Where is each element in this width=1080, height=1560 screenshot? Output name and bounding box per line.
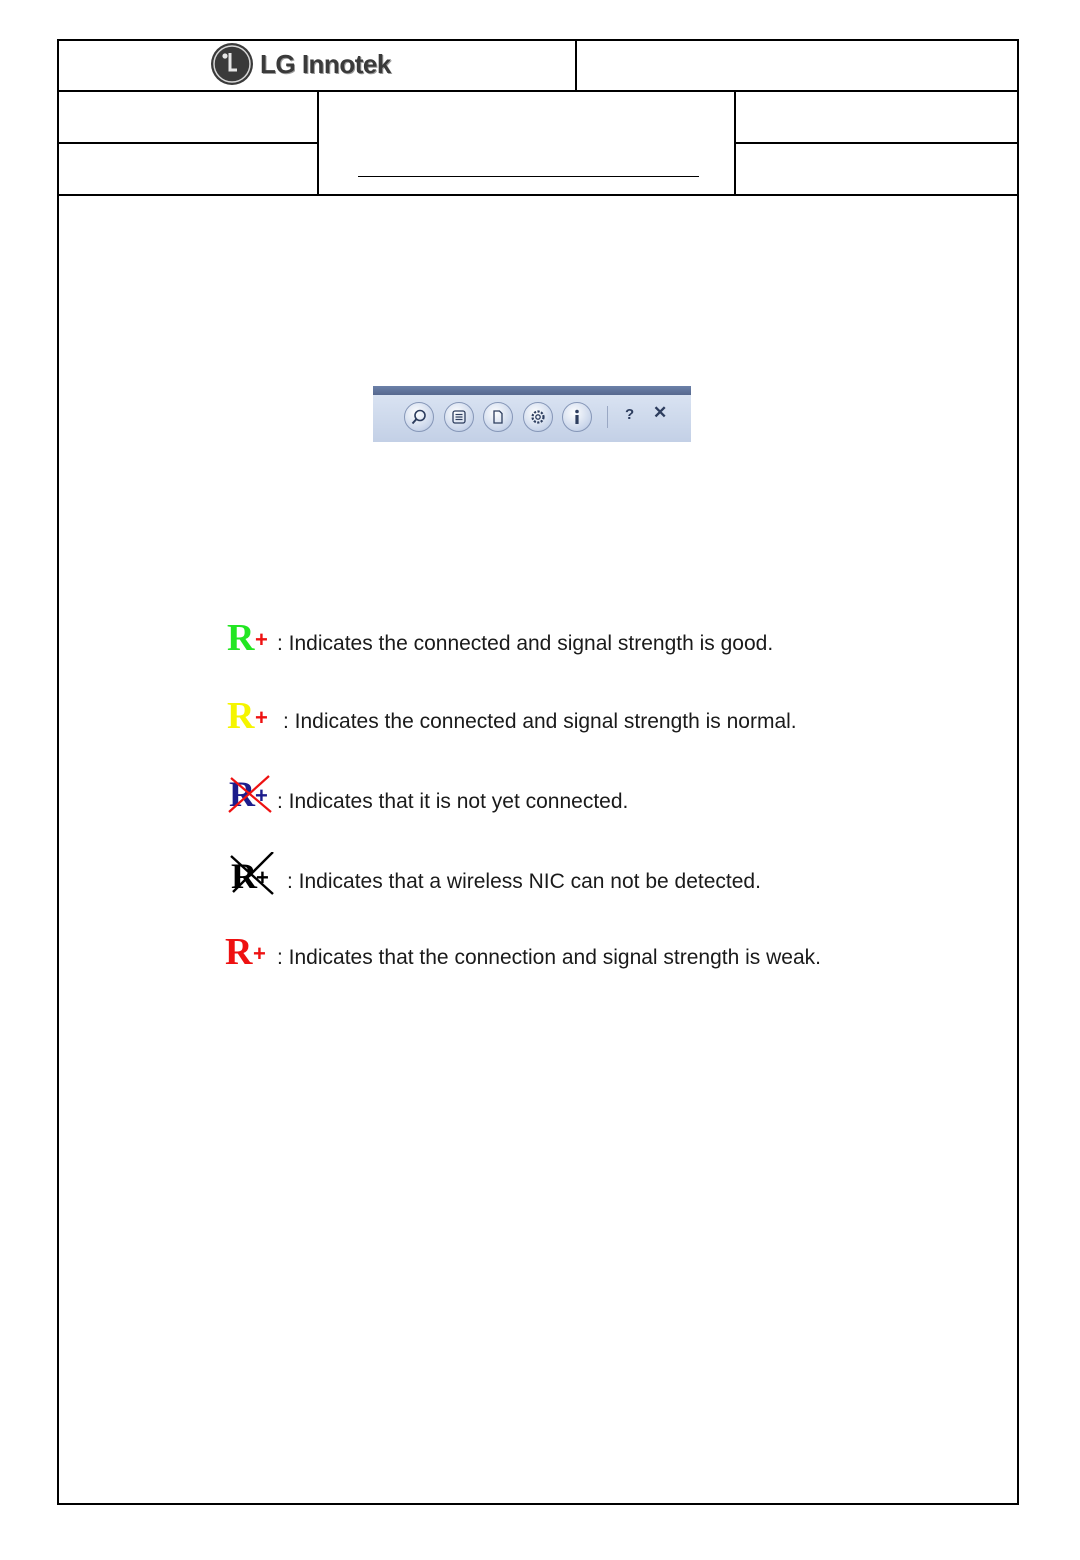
header-divider <box>59 142 318 144</box>
legend-text: : Indicates the connected and signal strength is good. <box>277 632 774 655</box>
lg-logo-icon <box>210 42 254 86</box>
legend-item-normal <box>225 692 797 738</box>
legend-text: : Indicates that a wireless NIC can not be detected. <box>287 870 761 893</box>
r-plus-red-icon <box>225 928 277 974</box>
close-button[interactable]: ✕ <box>653 403 668 422</box>
svg-text:R: R <box>229 774 255 814</box>
legend-text: : Indicates that the connection and signal strength is weak. <box>277 946 822 969</box>
svg-text:+: + <box>255 705 268 730</box>
legend-item-not-connected <box>225 772 628 818</box>
info-button[interactable] <box>562 402 592 432</box>
svg-text:+: + <box>253 941 266 966</box>
svg-text:+: + <box>255 627 268 652</box>
r-plus-black-crossed-icon <box>225 852 277 898</box>
header-divider <box>59 194 1019 196</box>
legend-item-weak <box>225 928 821 974</box>
r-plus-green-icon <box>225 614 277 660</box>
search-button[interactable] <box>404 402 434 432</box>
header-divider <box>735 142 1019 144</box>
header-divider <box>575 41 577 91</box>
header-divider <box>59 90 1019 92</box>
svg-text:+: + <box>256 865 269 890</box>
utility-toolbar <box>373 386 691 442</box>
r-plus-yellow-icon <box>225 692 277 738</box>
toolbar-separator <box>607 406 608 428</box>
document-button[interactable] <box>483 402 513 432</box>
title-underline <box>358 176 699 177</box>
r-plus-blue-crossed-icon <box>225 772 277 818</box>
legend-text: : Indicates the connected and signal strength is normal. <box>283 710 797 733</box>
svg-text:R: R <box>231 856 257 896</box>
help-button[interactable]: ? <box>625 406 635 423</box>
toolbar-title-strip <box>373 386 691 395</box>
svg-text:+: + <box>255 783 268 808</box>
search-icon <box>410 408 428 426</box>
settings-button[interactable] <box>523 402 553 432</box>
info-icon <box>569 408 585 426</box>
list-button[interactable] <box>444 402 474 432</box>
company-logo <box>210 42 391 86</box>
svg-text:R: R <box>227 695 255 737</box>
list-icon <box>451 409 467 425</box>
gear-icon <box>529 408 547 426</box>
legend-item-good <box>225 614 773 660</box>
legend-item-no-nic <box>225 852 761 898</box>
svg-text:R: R <box>225 931 253 973</box>
svg-text:R: R <box>227 617 255 659</box>
company-name: LG Innotek <box>260 48 391 79</box>
document-icon <box>490 409 506 425</box>
legend-text: : Indicates that it is not yet connected. <box>277 790 629 813</box>
